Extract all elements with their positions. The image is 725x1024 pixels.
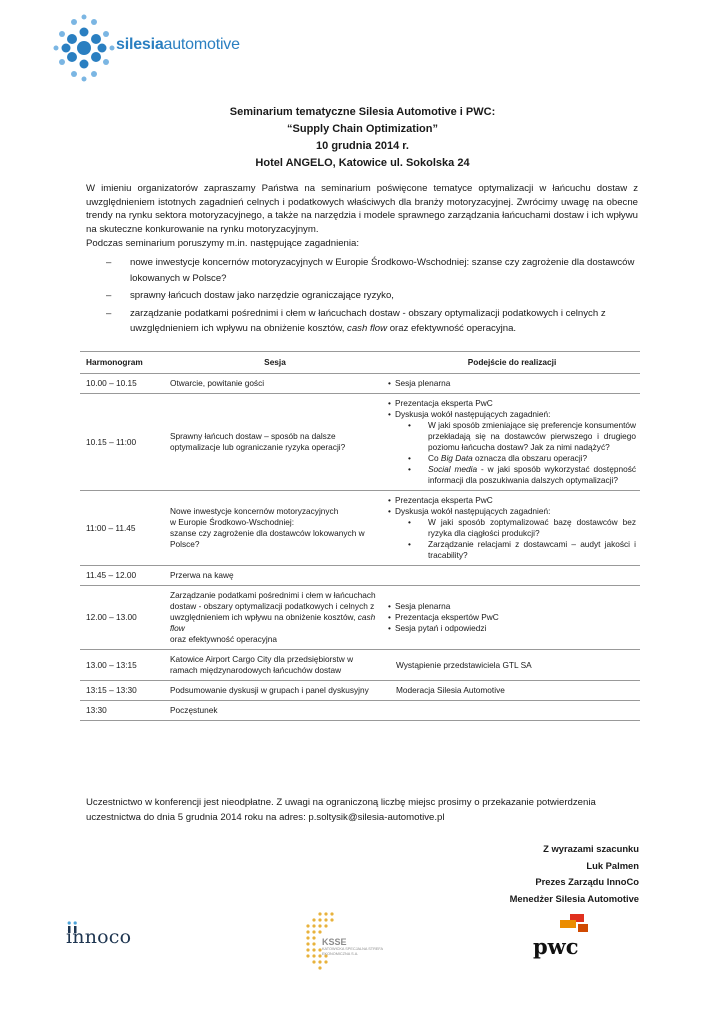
- session-cell: Poczęstunek: [166, 701, 384, 721]
- list-item: – zarządzanie podatkami pośrednimi i cłem w łańcuchach dostaw - obszary optymalizacji podatkowych i celnych z uwzględnieniem ich wpływu na obniżenie kosztów, cash flow oraz efektywność operacyjna.: [106, 306, 640, 337]
- time-cell: 13:30: [80, 701, 166, 721]
- silesia-automotive-logo: [52, 12, 252, 84]
- session-cell: Podsumowanie dyskusji w grupach i panel dyskusyjny: [166, 681, 384, 701]
- session-cell: Przerwa na kawę: [166, 566, 384, 586]
- pwc-logo: pwc: [530, 912, 600, 962]
- list-item: • Social media - w jaki sposób wykorzystać dostępność informacji dla poszukiwania dalszych optymalizacji?: [428, 464, 636, 486]
- approach-item: • Dyskusja wokół następujących zagadnień:: [388, 506, 636, 517]
- topic-sublist: [388, 517, 636, 561]
- list-item: • Co Big Data oznacza dla obszaru operacji?: [428, 453, 636, 464]
- approach-item: • Dyskusja wokół następujących zagadnień:: [388, 409, 636, 420]
- header-date: 10 grudnia 2014 r.: [316, 140, 409, 152]
- intro-paragraph: W imieniu organizatorów zapraszamy Państwa na seminarium poświęcone tematyce optymalizacji w łańcuchu dostaw z uwzględnieniem istotnych zagadnień celnych i podatkowych właściwych dla branży motoryzacyjnej. Zwrócimy uwagę na obecne trendy na rynku sektora motoryzacyjnego, a także na narzędzia i modele sprawnego zarządzania łańcuchami dostaw i ich wpływu na skuteczne konkurowanie na rynku motoryzacyjnym.: [86, 183, 638, 235]
- approach-cell: Moderacja Silesia Automotive: [384, 681, 640, 701]
- column-header: Harmonogram: [80, 352, 166, 374]
- approach-cell: [384, 566, 640, 586]
- list-item: • Zarządzanie relacjami z dostawcami – audyt jakości i tracability?: [428, 539, 636, 561]
- list-item: • W jaki sposób zoptymalizować bazę dostawców bez ryzyka dla ciągłości produkcji?: [428, 517, 636, 539]
- approach-cell: [384, 374, 640, 394]
- approach-cell: [384, 586, 640, 650]
- approach-item: • Sesja plenarna: [388, 601, 636, 612]
- intro-topics-lead: Podczas seminarium poruszymy m.in. następujące zagadnienia:: [86, 238, 360, 250]
- time-cell: 11.45 – 12.00: [80, 566, 166, 586]
- approach-item: • Sesja pytań i odpowiedzi: [388, 623, 636, 634]
- table-row: [80, 374, 640, 394]
- session-cell: Zarządzanie podatkami pośrednimi i cłem w łańcuchach dostaw - obszary optymalizacji podatkowych i celnych z uwzględnieniem ich wpływu na obniżenie kosztów, cash flow oraz efektywność operacyjna: [166, 586, 384, 650]
- table-row: [80, 681, 640, 701]
- approach-cell: [384, 491, 640, 566]
- session-cell: Otwarcie, powitanie gości: [166, 374, 384, 394]
- table-row: [80, 394, 640, 491]
- column-header: Sesja: [166, 352, 384, 374]
- list-item: • W jaki sposób zmieniające się preferencje konsumentów przekładają się na dostawców pierwszego i drugiego poziomu łańcucha dostaw? Jak za nimi nadążyć?: [428, 420, 636, 453]
- approach-cell: Wystąpienie przedstawiciela GTL SA: [384, 650, 640, 681]
- topics-list: [106, 255, 640, 339]
- column-header: Podejście do realizacji: [384, 352, 640, 374]
- approach-cell: [384, 394, 640, 491]
- table-row: [80, 566, 640, 586]
- topic-sublist: [388, 420, 636, 486]
- table-row: [80, 586, 640, 650]
- approach-item: • Prezentacja ekspertów PwC: [388, 612, 636, 623]
- dot-circle-logo-icon: [52, 12, 116, 84]
- session-cell: Nowe inwestycje koncernów motoryzacyjnych w Europie Środkowo-Wschodniej: szanse czy zagrożenie dla dostawców lokowanych w Polsce?: [166, 491, 384, 566]
- list-item: – nowe inwestycje koncernów motoryzacyjnych w Europie Środkowo-Wschodniej: szanse czy zagrożenie dla dostawców lokowanych w Polsce?: [106, 255, 640, 286]
- signature-block: Z wyrazami szacunku Luk Palmen Prezes Zarządu InnoCo Menedżer Silesia Automotive: [509, 843, 639, 904]
- approach-item: • Prezentacja eksperta PwC: [388, 495, 636, 506]
- ksse-logo: KSSE KATOWICKA SPECJALNA STREFA EKONOMICZNA S.A.: [300, 910, 390, 970]
- time-cell: 12.00 – 13.00: [80, 586, 166, 650]
- logo-wordmark: silesiaautomotive: [116, 36, 240, 53]
- time-cell: 13.00 – 13:15: [80, 650, 166, 681]
- table-row: [80, 701, 640, 721]
- header-title: Seminarium tematyczne Silesia Automotive i PWC:: [229, 106, 496, 118]
- intro-text: [86, 182, 638, 251]
- approach-item: • Sesja plenarna: [388, 378, 636, 389]
- table-row: [80, 650, 640, 681]
- list-item: – sprawny łańcuch dostaw jako narzędzie ograniczające ryzyko,: [106, 288, 640, 304]
- time-cell: 11:00 – 11.45: [80, 491, 166, 566]
- seminar-header: [0, 104, 725, 172]
- participation-note: Uczestnictwo w konferencji jest nieodpłatne. Z uwagi na ograniczoną liczbę miejsc prosimy o przekazanie potwierdzenia uczestnictwa do dnia 5 grudnia 2014 roku na adres: p.soltysik@silesia-automotive.pl: [86, 797, 596, 823]
- table-row: [80, 491, 640, 566]
- table-header-row: [80, 352, 640, 374]
- time-cell: 10.15 – 11:00: [80, 394, 166, 491]
- schedule-table: [80, 351, 640, 721]
- time-cell: 10.00 – 10.15: [80, 374, 166, 394]
- header-venue: Hotel ANGELO, Katowice ul. Sokolska 24: [255, 157, 470, 169]
- session-cell: Katowice Airport Cargo City dla przedsiębiorstw w ramach międzynarodowych łańcuchów dostaw: [166, 650, 384, 681]
- approach-item: • Prezentacja eksperta PwC: [388, 398, 636, 409]
- session-cell: Sprawny łańcuch dostaw – sposób na dalsze optymalizacje lub ograniczanie ryzyka operacji?: [166, 394, 384, 491]
- approach-cell: [384, 701, 640, 721]
- innoco-logo: innoco: [66, 916, 146, 952]
- header-subtitle: “Supply Chain Optimization”: [287, 123, 438, 135]
- time-cell: 13:15 – 13:30: [80, 681, 166, 701]
